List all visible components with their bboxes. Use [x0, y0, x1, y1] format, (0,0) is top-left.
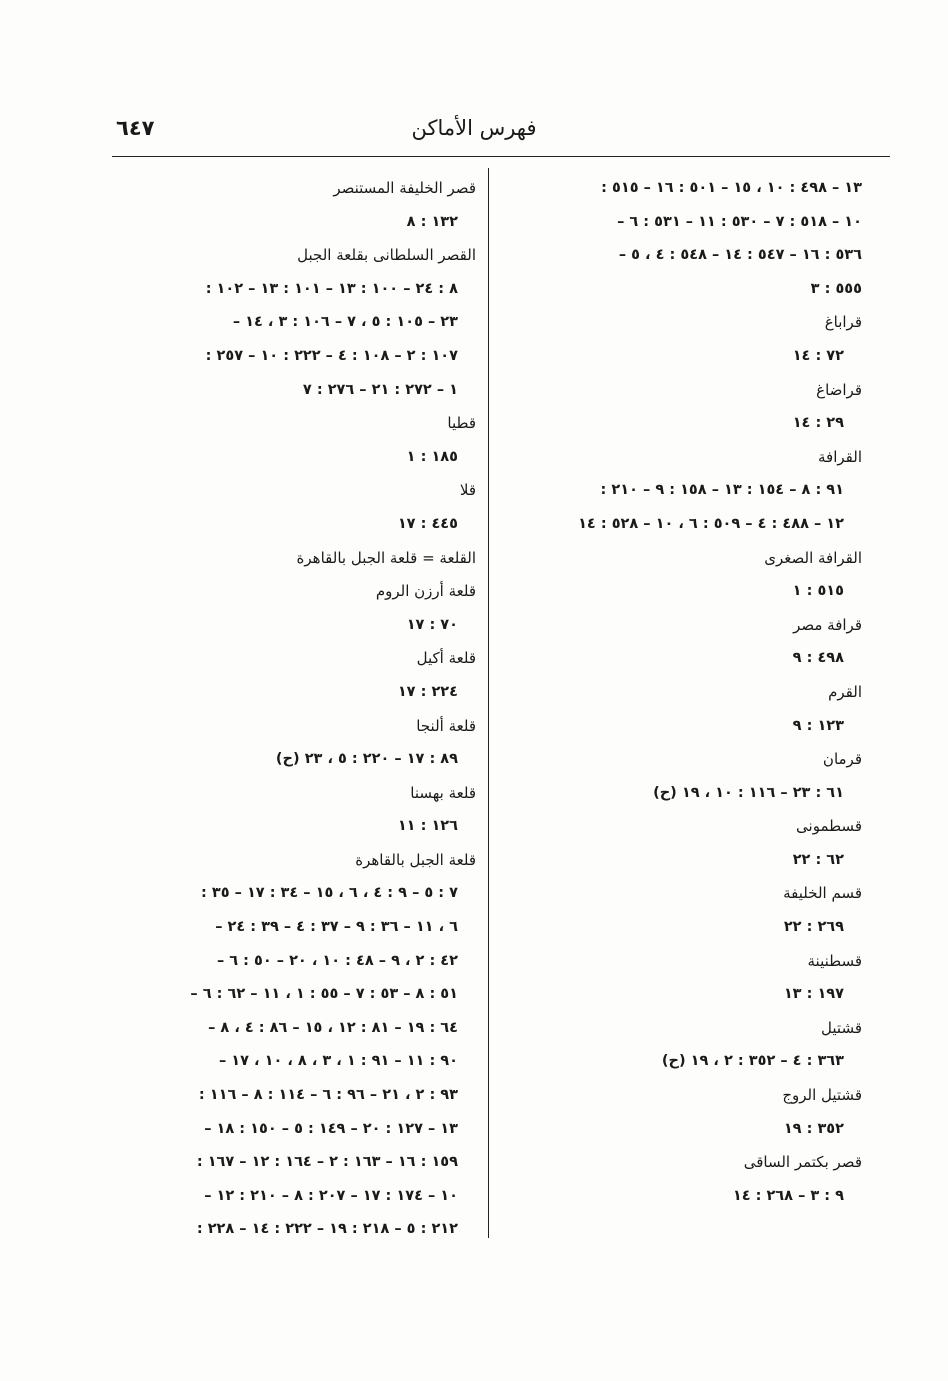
index-entry-references: ٩٣ : ٢ ، ٢١ – ٩٦ : ٦ – ١١٤ : ٨ – ١١٦ : [198, 1087, 458, 1104]
index-entry-references: ٩٠ : ١١ – ٩١ : ١ ، ٣ ، ٨ ، ١٠ ، ١٧ – [218, 1053, 458, 1070]
index-entry-heading: قشتيل الروج [782, 1086, 862, 1105]
index-entry-references: ٦١ : ٢٣ – ١١٦ : ١٠ ، ١٩ (ح) [653, 784, 844, 801]
index-entry-references: ٣٦٣ : ٤ – ٣٥٢ : ٢ ، ١٩ (ح) [661, 1053, 844, 1070]
index-entry-references: ١ – ٢٧٢ : ٢١ – ٢٧٦ : ٧ [302, 381, 458, 398]
index-entry-references: ١٩٧ : ١٣ [783, 986, 844, 1003]
index-entry-references: ٥٥٥ : ٣ [810, 280, 862, 297]
index-entry-heading: قلعة بهسنا [410, 783, 476, 802]
index-entry-heading: قصر الخليفة المستنصر [333, 179, 476, 197]
index-entry-references: ٢١٢ : ٥ – ٢١٨ : ١٩ – ٢٢٢ : ١٤ – ٢٢٨ : [196, 1221, 458, 1238]
index-entry-heading: قرافة مصر [793, 615, 862, 634]
index-entry-heading: قشتيل [821, 1018, 862, 1037]
index-entry-references: ١٠٧ : ٢ – ١٠٨ : ٤ – ٢٢٢ : ١٠ – ٢٥٧ : [205, 347, 458, 364]
index-entry-references: ٩ : ٣ – ٢٦٨ : ١٤ [732, 1187, 844, 1204]
index-entry-references: ٢٩ : ١٤ [792, 415, 844, 432]
index-entry-heading: قطيا [447, 414, 476, 433]
index-entry-references: ٦ ، ١١ – ٣٦ : ٩ – ٣٧ : ٤ – ٣٩ : ٢٤ – [215, 919, 458, 936]
index-entry-heading: قسم الخليفة [783, 884, 862, 903]
index-entry-references: ٢٣ – ١٠٥ : ٥ ، ٧ – ١٠٦ : ٣ ، ١٤ – [232, 314, 458, 331]
index-entry-references: ١٥٩ : ١٦ – ١٦٣ : ٢ – ١٦٤ : ١٢ – ١٦٧ : [196, 1154, 458, 1171]
left-column [108, 172, 476, 1247]
index-entry-heading: القلعة = قلعة الجبل بالقاهرة [296, 548, 476, 567]
index-entry-heading: قسطمونى [796, 817, 862, 836]
index-entry-references: ١٨٥ : ١ [406, 448, 458, 465]
index-entry-references: ٨ : ٢٤ – ١٠٠ : ١٣ – ١٠١ : ١٣ – ١٠٢ : [205, 280, 458, 297]
index-entry-references: ٣٥٢ : ١٩ [783, 1120, 844, 1137]
index-entry-references: ٤٢ : ٢ ، ٩ – ٤٨ : ١٠ ، ٢٠ – ٥٠ : ٦ – [216, 952, 458, 969]
index-entry-references: ٧٠ : ١٧ [406, 616, 458, 633]
page-number: ٦٤٧ [116, 116, 155, 140]
index-entry-references: ١٣٢ : ٨ [406, 213, 458, 230]
index-entry-references: ٩١ : ٨ – ١٥٤ : ١٣ – ١٥٨ : ٩ – ٢١٠ : [600, 482, 844, 499]
index-entry-heading: قراضاغ [816, 380, 862, 399]
header-rule [112, 156, 890, 157]
index-entry-heading: القرافة [818, 447, 862, 466]
index-entry-references: ١٢ – ٤٨٨ : ٤ – ٥٠٩ : ٦ ، ١٠ – ٥٢٨ : ١٤ [578, 515, 844, 532]
index-entry-heading: قلعة أكيل [416, 649, 476, 668]
index-entry-heading: قرمان [822, 750, 862, 769]
index-entry-references: ٤٤٥ : ١٧ [397, 515, 458, 532]
index-entry-heading: القرم [828, 682, 862, 701]
index-entry-references: ٥١٥ : ١ [792, 583, 844, 600]
index-entry-references: ٦٤ : ١٩ – ٨١ : ١٢ ، ١٥ – ٨٦ : ٤ ، ٨ – [208, 1019, 458, 1036]
index-entry-heading: قصر بكتمر الساقى [743, 1153, 862, 1172]
index-entry-heading: قلا [459, 481, 476, 500]
index-entry-references: ١٢٣ : ٩ [792, 717, 844, 734]
index-entry-references: ٢٦٩ : ٢٢ [783, 919, 844, 936]
index-entry-references: ٥١ : ٨ – ٥٣ : ٧ – ٥٥ : ١ ، ١١ – ٦٢ : ٦ – [190, 986, 458, 1003]
index-entry-heading: قراباغ [824, 313, 862, 332]
index-entry-references: ١٠ – ٥١٨ : ٧ – ٥٣٠ : ١١ – ٥٣١ : ٦ – [617, 213, 862, 230]
index-entry-heading: قسطنينة [807, 951, 862, 970]
index-entry-heading: قلعة أرزن الروم [375, 582, 476, 601]
index-entry-heading: قلعة الجبل بالقاهرة [355, 850, 476, 869]
index-entry-heading: القصر السلطانى بقلعة الجبل [297, 246, 476, 265]
page-title: فهرس الأماكن [411, 116, 537, 140]
index-entry-references: ١٣ – ٤٩٨ : ١٠ ، ١٥ – ٥٠١ : ١٦ – ٥١٥ : [601, 180, 862, 196]
index-entry-references: ١٣ – ١٢٧ : ٢٠ – ١٤٩ : ٥ – ١٥٠ : ١٨ – [204, 1120, 458, 1137]
index-entry-references: ٧٢ : ١٤ [792, 347, 844, 364]
index-entry-references: ٧ : ٥ – ٩ : ٤ ، ٦ ، ١٥ – ٣٤ : ١٧ – ٣٥ : [201, 885, 458, 902]
index-entry-heading: القرافة الصغرى [764, 548, 862, 567]
index-entry-references: ٢٢٤ : ١٧ [397, 683, 458, 700]
index-entry-heading: قلعة ألنجا [416, 716, 476, 735]
index-entry-references: ٦٢ : ٢٢ [792, 851, 844, 868]
index-entry-references: ١٠ – ١٧٤ : ١٧ – ٢٠٧ : ٨ – ٢١٠ : ١٢ – [204, 1187, 458, 1204]
index-entry-references: ٨٩ : ١٧ – ٢٢٠ : ٥ ، ٢٣ (ح) [275, 751, 458, 768]
index-entry-references: ٤٩٨ : ٩ [792, 650, 844, 667]
column-divider [488, 168, 489, 1238]
right-column [505, 172, 862, 1213]
index-entry-references: ٥٣٦ : ١٦ – ٥٤٧ : ١٤ – ٥٤٨ : ٤ ، ٥ – [618, 247, 862, 264]
index-entry-references: ١٢٦ : ١١ [397, 818, 458, 835]
